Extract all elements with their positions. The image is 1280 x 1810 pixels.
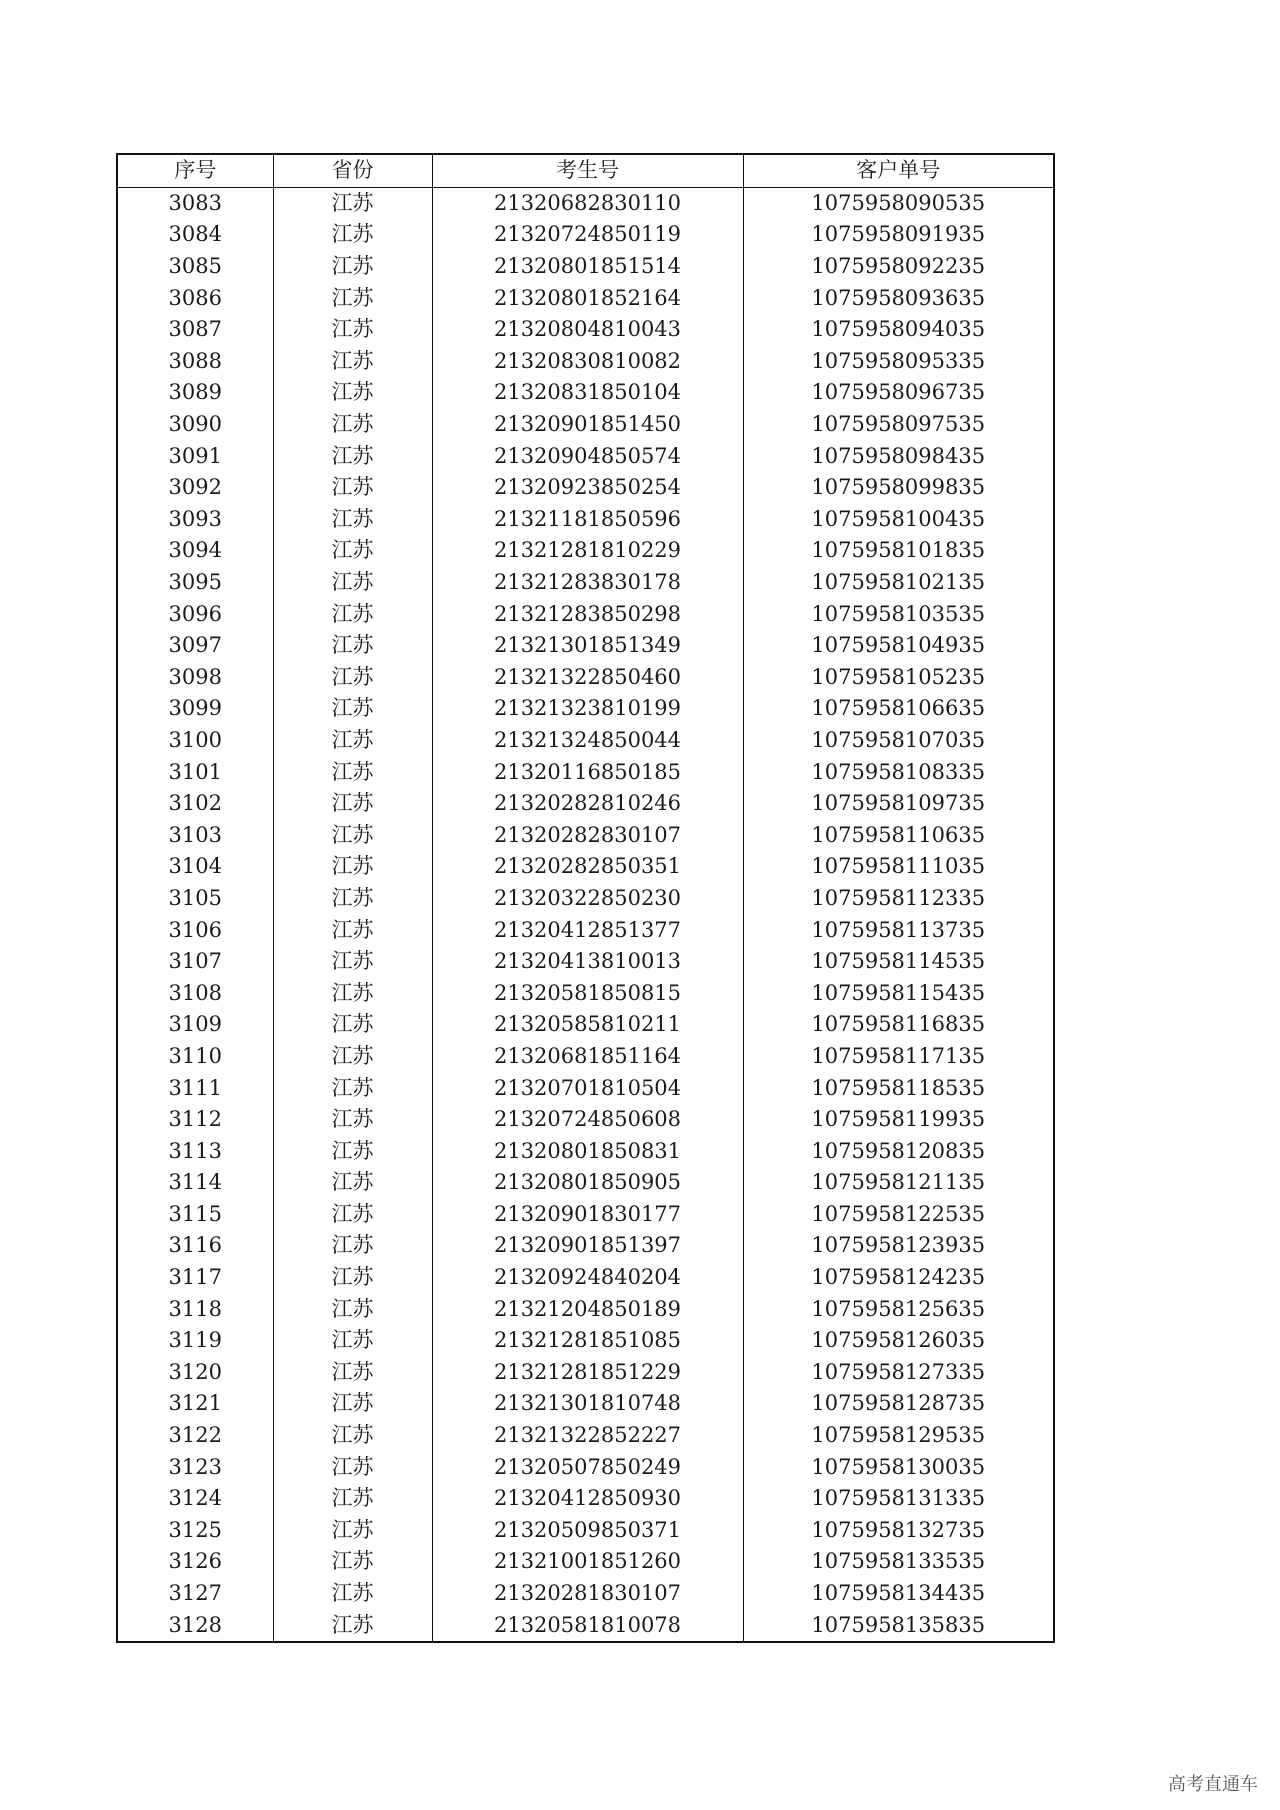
exam-id-cell: 21320801851514 bbox=[432, 251, 743, 283]
exam-id-cell: 21320901851450 bbox=[432, 409, 743, 441]
exam-id-cell: 21321322852227 bbox=[432, 1420, 743, 1452]
province-cell: 江苏 bbox=[273, 1230, 432, 1262]
exam-id-cell: 21321281851085 bbox=[432, 1325, 743, 1357]
exam-id-cell: 21320581850815 bbox=[432, 977, 743, 1009]
table-row bbox=[117, 883, 1054, 915]
exam-id-cell: 21320801852164 bbox=[432, 282, 743, 314]
province-cell: 江苏 bbox=[273, 187, 432, 219]
seq-cell: 3097 bbox=[117, 630, 273, 662]
table-row bbox=[117, 914, 1054, 946]
table-row bbox=[117, 251, 1054, 283]
province-cell: 江苏 bbox=[273, 567, 432, 599]
order-no-cell: 1075958097535 bbox=[743, 409, 1054, 441]
order-no-cell: 1075958131335 bbox=[743, 1483, 1054, 1515]
table-row bbox=[117, 1135, 1054, 1167]
province-cell: 江苏 bbox=[273, 914, 432, 946]
province-cell: 江苏 bbox=[273, 1293, 432, 1325]
order-no-cell: 1075958117135 bbox=[743, 1041, 1054, 1073]
header-exam-id: 考生号 bbox=[432, 154, 743, 187]
header-order-no: 客户单号 bbox=[743, 154, 1054, 187]
exam-id-cell: 21321301851349 bbox=[432, 630, 743, 662]
order-no-cell: 1075958124235 bbox=[743, 1262, 1054, 1294]
order-no-cell: 1075958092235 bbox=[743, 251, 1054, 283]
exam-id-cell: 21321281810229 bbox=[432, 535, 743, 567]
order-no-cell: 1075958110635 bbox=[743, 819, 1054, 851]
exam-id-cell: 21320282830107 bbox=[432, 819, 743, 851]
province-cell: 江苏 bbox=[273, 1325, 432, 1357]
province-cell: 江苏 bbox=[273, 1262, 432, 1294]
exam-id-cell: 21320681851164 bbox=[432, 1041, 743, 1073]
table-row bbox=[117, 1072, 1054, 1104]
seq-cell: 3091 bbox=[117, 440, 273, 472]
header-seq: 序号 bbox=[117, 154, 273, 187]
province-cell: 江苏 bbox=[273, 946, 432, 978]
order-no-cell: 1075958098435 bbox=[743, 440, 1054, 472]
table-row bbox=[117, 409, 1054, 441]
table-row bbox=[117, 1546, 1054, 1578]
order-no-cell: 1075958116835 bbox=[743, 1009, 1054, 1041]
table-row bbox=[117, 1357, 1054, 1389]
exam-id-cell: 21321322850460 bbox=[432, 662, 743, 694]
seq-cell: 3099 bbox=[117, 693, 273, 725]
seq-cell: 3101 bbox=[117, 756, 273, 788]
province-cell: 江苏 bbox=[273, 819, 432, 851]
province-cell: 江苏 bbox=[273, 1009, 432, 1041]
province-cell: 江苏 bbox=[273, 314, 432, 346]
seq-cell: 3089 bbox=[117, 377, 273, 409]
exam-id-cell: 21320281830107 bbox=[432, 1578, 743, 1610]
order-no-cell: 1075958100435 bbox=[743, 504, 1054, 536]
table-row bbox=[117, 1578, 1054, 1610]
seq-cell: 3111 bbox=[117, 1072, 273, 1104]
seq-cell: 3114 bbox=[117, 1167, 273, 1199]
exam-id-cell: 21320116850185 bbox=[432, 756, 743, 788]
seq-cell: 3096 bbox=[117, 598, 273, 630]
seq-cell: 3120 bbox=[117, 1357, 273, 1389]
order-no-cell: 1075958099835 bbox=[743, 472, 1054, 504]
order-no-cell: 1075958114535 bbox=[743, 946, 1054, 978]
seq-cell: 3125 bbox=[117, 1515, 273, 1547]
order-no-cell: 1075958104935 bbox=[743, 630, 1054, 662]
order-no-cell: 1075958095335 bbox=[743, 346, 1054, 378]
table-row bbox=[117, 1230, 1054, 1262]
exam-id-cell: 21321204850189 bbox=[432, 1293, 743, 1325]
seq-cell: 3104 bbox=[117, 851, 273, 883]
order-no-cell: 1075958129535 bbox=[743, 1420, 1054, 1452]
order-no-cell: 1075958108335 bbox=[743, 756, 1054, 788]
province-cell: 江苏 bbox=[273, 1483, 432, 1515]
table-row bbox=[117, 693, 1054, 725]
exam-id-cell: 21321181850596 bbox=[432, 504, 743, 536]
order-no-cell: 1075958093635 bbox=[743, 282, 1054, 314]
seq-cell: 3127 bbox=[117, 1578, 273, 1610]
province-cell: 江苏 bbox=[273, 251, 432, 283]
seq-cell: 3095 bbox=[117, 567, 273, 599]
order-no-cell: 1075958113735 bbox=[743, 914, 1054, 946]
province-cell: 江苏 bbox=[273, 598, 432, 630]
table-row bbox=[117, 1041, 1054, 1073]
table-row bbox=[117, 946, 1054, 978]
province-cell: 江苏 bbox=[273, 1420, 432, 1452]
province-cell: 江苏 bbox=[273, 219, 432, 251]
order-no-cell: 1075958130035 bbox=[743, 1451, 1054, 1483]
province-cell: 江苏 bbox=[273, 535, 432, 567]
exam-id-cell: 21320904850574 bbox=[432, 440, 743, 472]
table-row bbox=[117, 977, 1054, 1009]
exam-id-cell: 21321283830178 bbox=[432, 567, 743, 599]
province-cell: 江苏 bbox=[273, 725, 432, 757]
header-row bbox=[117, 154, 1054, 187]
table-row bbox=[117, 756, 1054, 788]
table-row bbox=[117, 662, 1054, 694]
order-no-cell: 1075958122535 bbox=[743, 1199, 1054, 1231]
exam-id-cell: 21321301810748 bbox=[432, 1388, 743, 1420]
order-no-cell: 1075958106635 bbox=[743, 693, 1054, 725]
exam-id-cell: 21320804810043 bbox=[432, 314, 743, 346]
order-no-cell: 1075958101835 bbox=[743, 535, 1054, 567]
seq-cell: 3118 bbox=[117, 1293, 273, 1325]
seq-cell: 3110 bbox=[117, 1041, 273, 1073]
seq-cell: 3106 bbox=[117, 914, 273, 946]
table-row bbox=[117, 1293, 1054, 1325]
seq-cell: 3122 bbox=[117, 1420, 273, 1452]
seq-cell: 3086 bbox=[117, 282, 273, 314]
exam-id-cell: 21320901830177 bbox=[432, 1199, 743, 1231]
table-row bbox=[117, 819, 1054, 851]
order-no-cell: 1075958115435 bbox=[743, 977, 1054, 1009]
table-row bbox=[117, 725, 1054, 757]
exam-id-cell: 21320282810246 bbox=[432, 788, 743, 820]
order-no-cell: 1075958132735 bbox=[743, 1515, 1054, 1547]
order-no-cell: 1075958107035 bbox=[743, 725, 1054, 757]
exam-id-cell: 21321323810199 bbox=[432, 693, 743, 725]
exam-id-cell: 21320581810078 bbox=[432, 1609, 743, 1642]
exam-id-cell: 21321001851260 bbox=[432, 1546, 743, 1578]
province-cell: 江苏 bbox=[273, 1609, 432, 1642]
table-row bbox=[117, 440, 1054, 472]
seq-cell: 3123 bbox=[117, 1451, 273, 1483]
province-cell: 江苏 bbox=[273, 504, 432, 536]
order-no-cell: 1075958102135 bbox=[743, 567, 1054, 599]
order-no-cell: 1075958128735 bbox=[743, 1388, 1054, 1420]
table-row bbox=[117, 1199, 1054, 1231]
order-no-cell: 1075958105235 bbox=[743, 662, 1054, 694]
exam-id-cell: 21320924840204 bbox=[432, 1262, 743, 1294]
seq-cell: 3121 bbox=[117, 1388, 273, 1420]
table-row bbox=[117, 851, 1054, 883]
table-row bbox=[117, 1009, 1054, 1041]
table-row bbox=[117, 1515, 1054, 1547]
province-cell: 江苏 bbox=[273, 1388, 432, 1420]
province-cell: 江苏 bbox=[273, 788, 432, 820]
table-row bbox=[117, 1325, 1054, 1357]
watermark-text: 高考直通车 bbox=[1168, 1774, 1258, 1795]
exam-id-cell: 21320901851397 bbox=[432, 1230, 743, 1262]
table-row bbox=[117, 219, 1054, 251]
order-no-cell: 1075958090535 bbox=[743, 187, 1054, 219]
exam-id-cell: 21321281851229 bbox=[432, 1357, 743, 1389]
province-cell: 江苏 bbox=[273, 977, 432, 1009]
order-no-cell: 1075958127335 bbox=[743, 1357, 1054, 1389]
exam-id-cell: 21320322850230 bbox=[432, 883, 743, 915]
exam-id-cell: 21320412850930 bbox=[432, 1483, 743, 1515]
seq-cell: 3105 bbox=[117, 883, 273, 915]
exam-id-cell: 21320509850371 bbox=[432, 1515, 743, 1547]
seq-cell: 3109 bbox=[117, 1009, 273, 1041]
exam-id-cell: 21320682830110 bbox=[432, 187, 743, 219]
province-cell: 江苏 bbox=[273, 693, 432, 725]
table-row bbox=[117, 282, 1054, 314]
order-no-cell: 1075958091935 bbox=[743, 219, 1054, 251]
province-cell: 江苏 bbox=[273, 1546, 432, 1578]
table-row bbox=[117, 598, 1054, 630]
table-row bbox=[117, 1104, 1054, 1136]
exam-id-cell: 21320282850351 bbox=[432, 851, 743, 883]
seq-cell: 3128 bbox=[117, 1609, 273, 1642]
seq-cell: 3100 bbox=[117, 725, 273, 757]
province-cell: 江苏 bbox=[273, 851, 432, 883]
province-cell: 江苏 bbox=[273, 346, 432, 378]
seq-cell: 3116 bbox=[117, 1230, 273, 1262]
seq-cell: 3083 bbox=[117, 187, 273, 219]
table-row bbox=[117, 630, 1054, 662]
table-row bbox=[117, 1167, 1054, 1199]
exam-id-cell: 21320801850831 bbox=[432, 1135, 743, 1167]
province-cell: 江苏 bbox=[273, 630, 432, 662]
table-body bbox=[117, 187, 1054, 1642]
table-row bbox=[117, 1609, 1054, 1642]
seq-cell: 3108 bbox=[117, 977, 273, 1009]
order-no-cell: 1075958121135 bbox=[743, 1167, 1054, 1199]
province-cell: 江苏 bbox=[273, 409, 432, 441]
exam-id-cell: 21320724850119 bbox=[432, 219, 743, 251]
seq-cell: 3119 bbox=[117, 1325, 273, 1357]
order-no-cell: 1075958134435 bbox=[743, 1578, 1054, 1610]
seq-cell: 3090 bbox=[117, 409, 273, 441]
seq-cell: 3092 bbox=[117, 472, 273, 504]
seq-cell: 3107 bbox=[117, 946, 273, 978]
seq-cell: 3103 bbox=[117, 819, 273, 851]
province-cell: 江苏 bbox=[273, 1041, 432, 1073]
seq-cell: 3087 bbox=[117, 314, 273, 346]
seq-cell: 3088 bbox=[117, 346, 273, 378]
province-cell: 江苏 bbox=[273, 472, 432, 504]
province-cell: 江苏 bbox=[273, 1451, 432, 1483]
seq-cell: 3117 bbox=[117, 1262, 273, 1294]
province-cell: 江苏 bbox=[273, 377, 432, 409]
province-cell: 江苏 bbox=[273, 282, 432, 314]
table-row bbox=[117, 535, 1054, 567]
table-row bbox=[117, 377, 1054, 409]
table-row bbox=[117, 1262, 1054, 1294]
order-no-cell: 1075958109735 bbox=[743, 788, 1054, 820]
order-no-cell: 1075958096735 bbox=[743, 377, 1054, 409]
seq-cell: 3098 bbox=[117, 662, 273, 694]
exam-id-cell: 21320585810211 bbox=[432, 1009, 743, 1041]
province-cell: 江苏 bbox=[273, 1357, 432, 1389]
table-row bbox=[117, 346, 1054, 378]
seq-cell: 3094 bbox=[117, 535, 273, 567]
exam-id-cell: 21320724850608 bbox=[432, 1104, 743, 1136]
exam-id-cell: 21321283850298 bbox=[432, 598, 743, 630]
order-no-cell: 1075958123935 bbox=[743, 1230, 1054, 1262]
seq-cell: 3084 bbox=[117, 219, 273, 251]
province-cell: 江苏 bbox=[273, 1104, 432, 1136]
order-no-cell: 1075958135835 bbox=[743, 1609, 1054, 1642]
table-row bbox=[117, 1483, 1054, 1515]
order-no-cell: 1075958094035 bbox=[743, 314, 1054, 346]
table-row bbox=[117, 788, 1054, 820]
province-cell: 江苏 bbox=[273, 1135, 432, 1167]
province-cell: 江苏 bbox=[273, 1199, 432, 1231]
order-no-cell: 1075958112335 bbox=[743, 883, 1054, 915]
order-no-cell: 1075958133535 bbox=[743, 1546, 1054, 1578]
exam-id-cell: 21320801850905 bbox=[432, 1167, 743, 1199]
table-row bbox=[117, 1451, 1054, 1483]
table-row bbox=[117, 567, 1054, 599]
exam-id-cell: 21320701810504 bbox=[432, 1072, 743, 1104]
seq-cell: 3124 bbox=[117, 1483, 273, 1515]
table-row bbox=[117, 314, 1054, 346]
seq-cell: 3093 bbox=[117, 504, 273, 536]
table-row bbox=[117, 187, 1054, 219]
seq-cell: 3085 bbox=[117, 251, 273, 283]
province-cell: 江苏 bbox=[273, 662, 432, 694]
exam-id-cell: 21320507850249 bbox=[432, 1451, 743, 1483]
seq-cell: 3126 bbox=[117, 1546, 273, 1578]
exam-id-cell: 21320413810013 bbox=[432, 946, 743, 978]
exam-id-cell: 21320412851377 bbox=[432, 914, 743, 946]
header-province: 省份 bbox=[273, 154, 432, 187]
order-no-cell: 1075958125635 bbox=[743, 1293, 1054, 1325]
seq-cell: 3102 bbox=[117, 788, 273, 820]
seq-cell: 3115 bbox=[117, 1199, 273, 1231]
province-cell: 江苏 bbox=[273, 1578, 432, 1610]
order-no-cell: 1075958120835 bbox=[743, 1135, 1054, 1167]
table-row bbox=[117, 472, 1054, 504]
seq-cell: 3113 bbox=[117, 1135, 273, 1167]
order-no-cell: 1075958118535 bbox=[743, 1072, 1054, 1104]
order-no-cell: 1075958103535 bbox=[743, 598, 1054, 630]
data-table bbox=[116, 153, 1055, 1643]
province-cell: 江苏 bbox=[273, 756, 432, 788]
province-cell: 江苏 bbox=[273, 1072, 432, 1104]
province-cell: 江苏 bbox=[273, 883, 432, 915]
order-no-cell: 1075958126035 bbox=[743, 1325, 1054, 1357]
province-cell: 江苏 bbox=[273, 440, 432, 472]
order-no-cell: 1075958111035 bbox=[743, 851, 1054, 883]
order-no-cell: 1075958119935 bbox=[743, 1104, 1054, 1136]
exam-id-cell: 21320831850104 bbox=[432, 377, 743, 409]
table-row bbox=[117, 1388, 1054, 1420]
table-row bbox=[117, 504, 1054, 536]
table-row bbox=[117, 1420, 1054, 1452]
seq-cell: 3112 bbox=[117, 1104, 273, 1136]
province-cell: 江苏 bbox=[273, 1167, 432, 1199]
province-cell: 江苏 bbox=[273, 1515, 432, 1547]
exam-id-cell: 21320830810082 bbox=[432, 346, 743, 378]
exam-id-cell: 21321324850044 bbox=[432, 725, 743, 757]
exam-id-cell: 21320923850254 bbox=[432, 472, 743, 504]
